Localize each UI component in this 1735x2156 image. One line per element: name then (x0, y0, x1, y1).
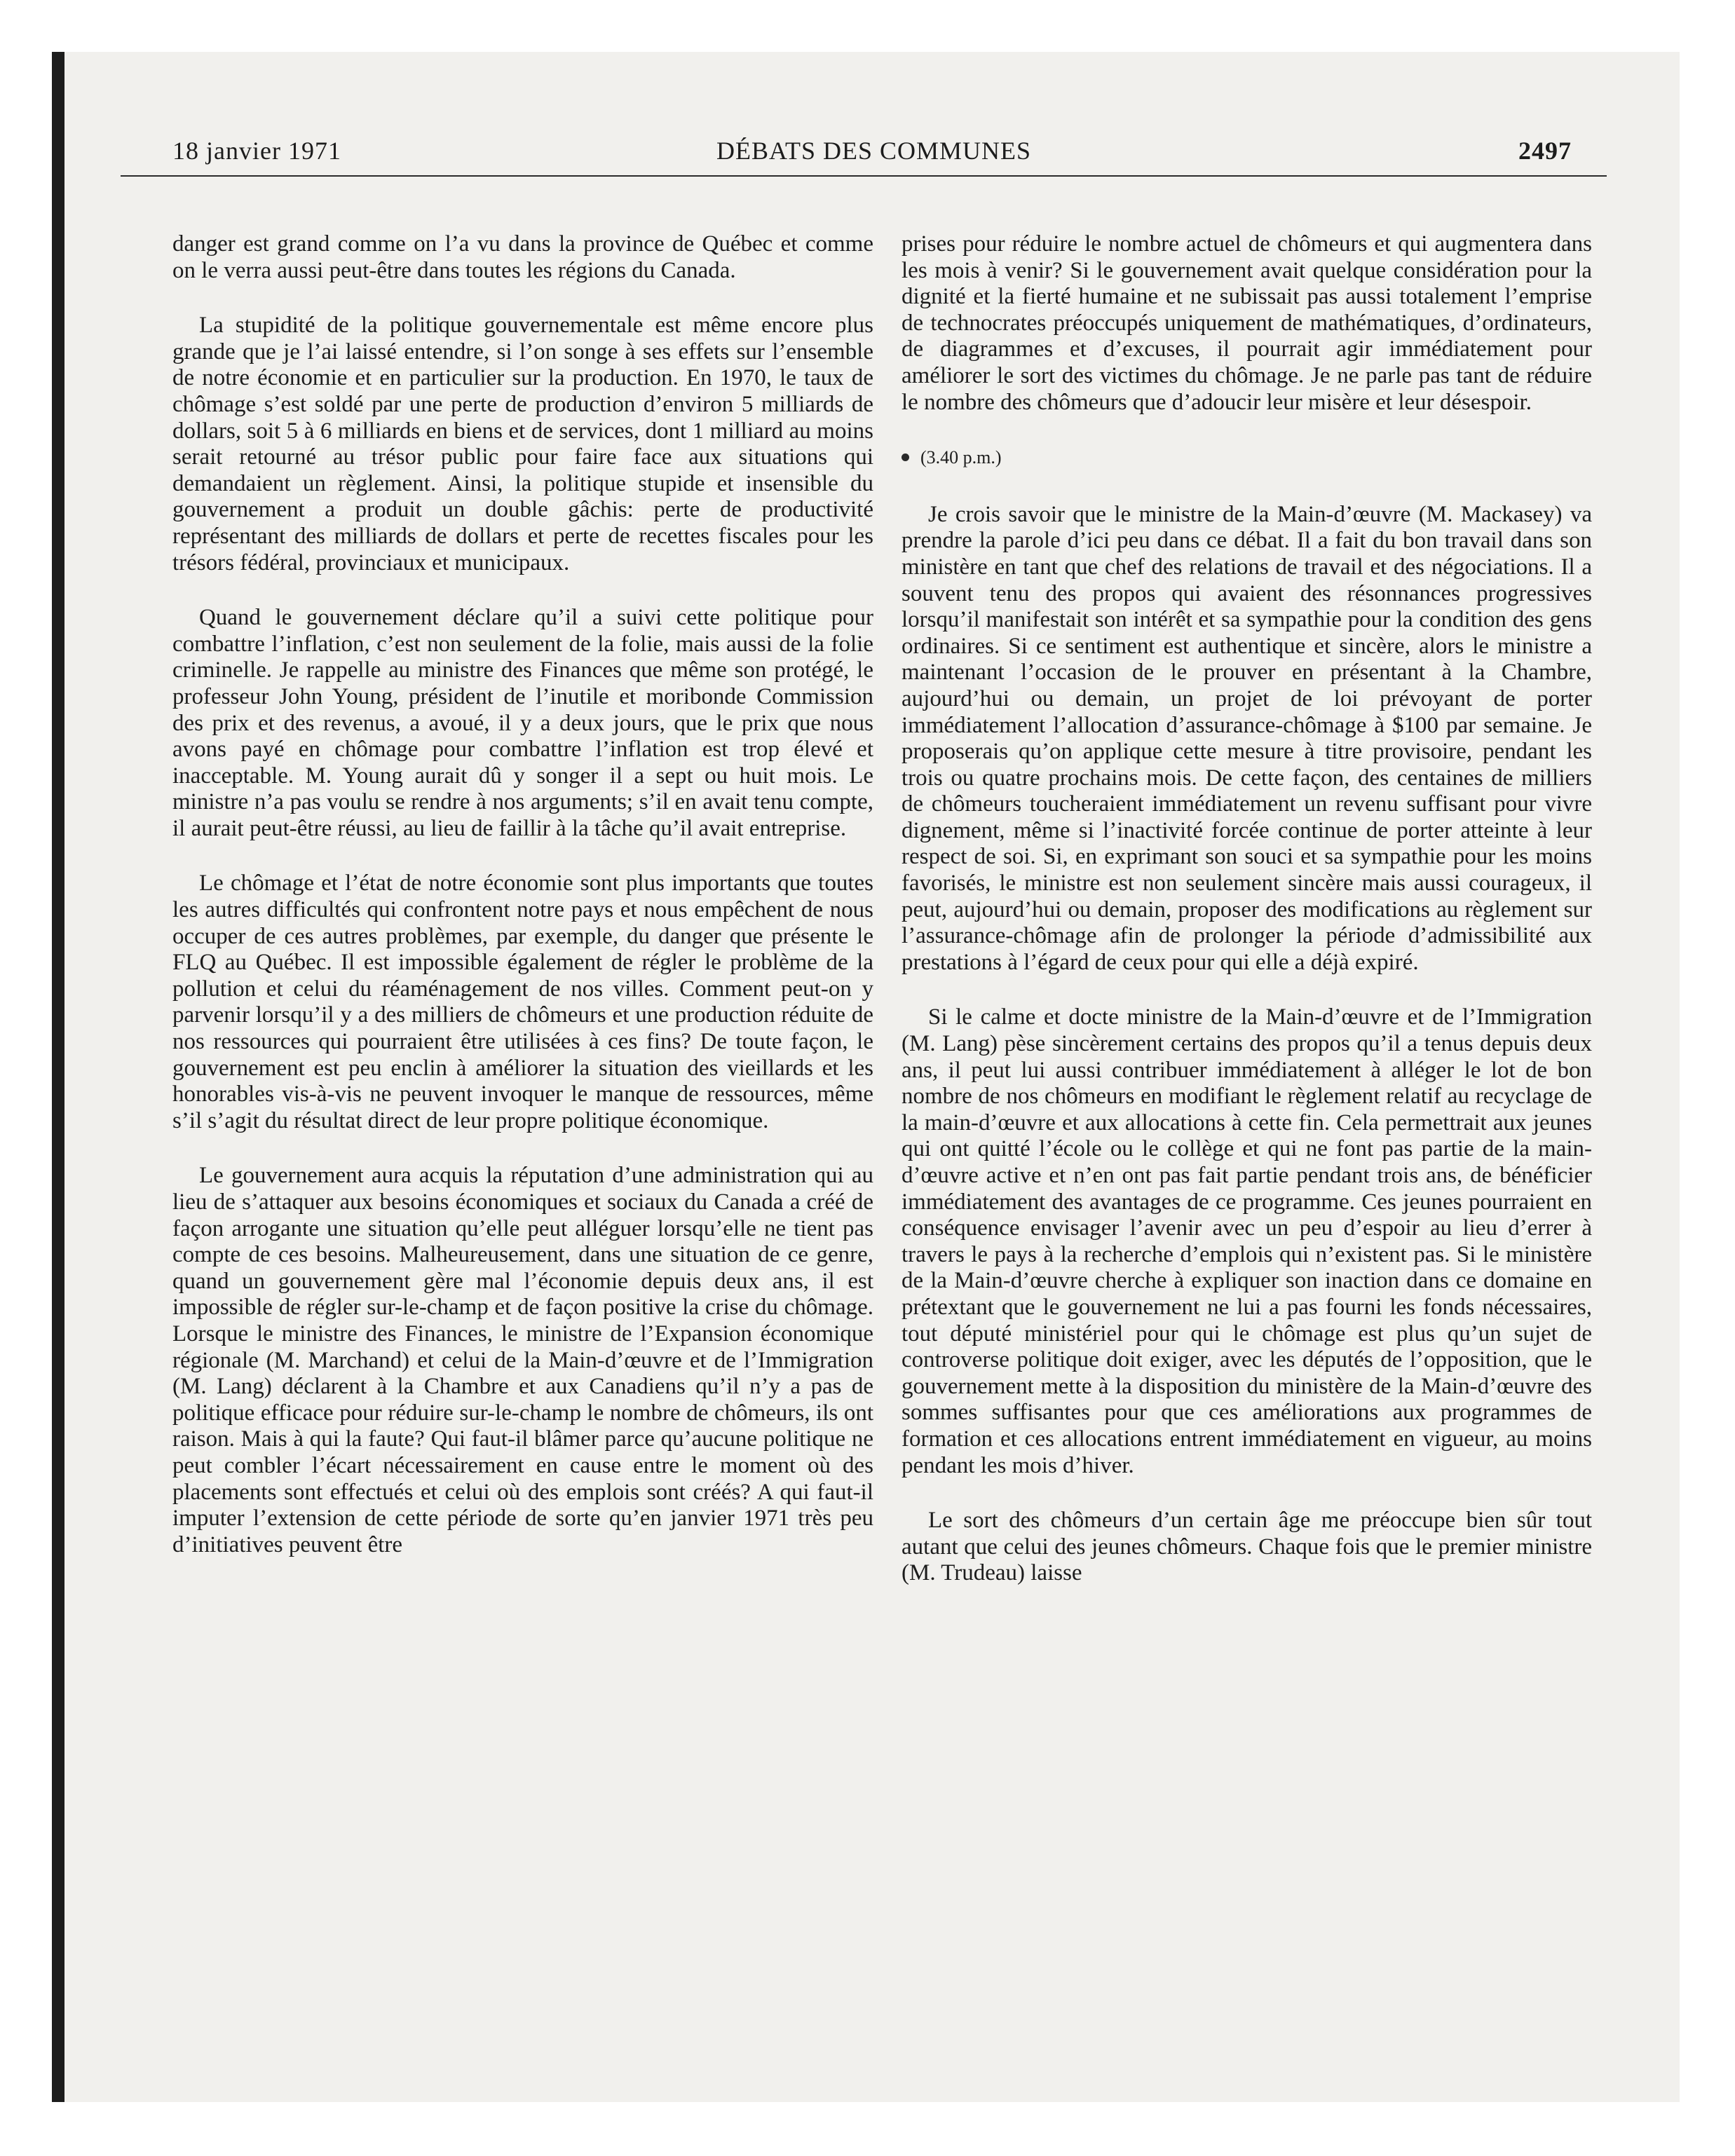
paragraph: Le chômage et l’état de notre économie sont plus importants que toutes les autres difficultés qui confrontent notre pays et nous empêchent de nous occuper de ces autres problèmes, par exemple, du danger que présente le FLQ au Québec. Il est impossible également de régler le problème de la pollution et celui du réaménagement de nos villes. Comment peut-on y parvenir lorsqu’il y a des milliers de chômeurs et une production réduite de nos ressources qui pourraient être utilisées à ces fins? De toute façon, le gouvernement est peu enclin à améliorer la situation des vieillards et les honorables vis-à-vis ne peuvent invoquer le manque de ressources, même s’il s’agit du résultat direct de leur propre politique économique. (172, 871, 873, 1133)
paragraph: prises pour réduire le nombre actuel de chômeurs et qui augmentera dans les mois à venir? Si le gouvernement avait quelque considération pour la dignité et la fierté humaine et ne subissait pas aussi totalement l’emprise de technocrates préoccupés uniquement de mathématiques, d’ordinateurs, de diagrammes et d’excuses, il pourrait agir immédiatement pour améliorer le sort des victimes du chômage. Je ne parle pas tant de réduire le nombre des chômeurs que d’adoucir leur misère et leur désespoir. (901, 231, 1592, 415)
header-date: 18 janvier 1971 (172, 137, 341, 165)
bullet-icon (901, 453, 909, 461)
paragraph: Quand le gouvernement déclare qu’il a suivi cette politique pour combattre l’inflation, c’est non seulement de la folie, mais aussi de la folie criminelle. Je rappelle au ministre des Finances que même son protégé, le professeur John Young, président de l’inutile et moribonde Commission des prix et des revenus, a avoué, il y a deux jours, que le prix que nous avons payé en chômage pour combattre l’inflation est trop élevé et inacceptable. M. Young aurait dû y songer il a sept ou huit mois. Le ministre n’a pas voulu se rendre à nos arguments; s’il en avait tenu compte, il aurait peut-être réussi, au lieu de faillir à la tâche qu’il avait entreprise. (172, 605, 873, 841)
paragraph: Le sort des chômeurs d’un certain âge me préoccupe bien sûr tout autant que celui des jeunes chômeurs. Chaque fois que le premier ministre (M. Trudeau) laisse (901, 1508, 1592, 1586)
page-header (121, 93, 1607, 177)
time-marker-text: (3.40 p.m.) (920, 447, 1002, 468)
paragraph: La stupidité de la politique gouvernementale est même encore plus grande que je l’ai laissé entendre, si l’on songe à ses effets sur l’ensemble de notre économie et en particulier sur la production. En 1970, le taux de chômage s’est soldé par une perte de production d’environ 5 milliards de dollars, soit 5 à 6 milliards en biens et de services, dont 1 milliard au moins serait retourné au trésor public pour faire face aux situations qui demandaient un règlement. Ainsi, la politique stupide et insensible du gouvernement a produit un double gâchis: perte de productivité représentant des milliards de dollars et perte de recettes fiscales pour les trésors fédéral, provinciaux et municipaux. (172, 313, 873, 575)
paragraph: Si le calme et docte ministre de la Main-d’œuvre et de l’Immigration (M. Lang) pèse sincèrement certains des propos qu’il a tenus depuis deux ans, il peut lui aussi contribuer immédiatement à alléger le lot de bon nombre de nos chômeurs en modifiant le règlement relatif au recyclage de la main-d’œuvre et aux allocations à cette fin. Cela permettrait aux jeunes qui ont quitté l’école ou le collège et qui ne font pas partie de la main-d’œuvre active et n’en ont pas fait partie pendant trois ans, de bénéficier immédiatement des avantages de ce programme. Ces jeunes pourraient en conséquence envisager l’avenir avec un peu d’espoir au lieu d’errer à travers le pays à la recherche d’emplois qui n’existent pas. Si le ministère de la Main-d’œuvre cherche à expliquer son inaction dans ce domaine en prétextant que le gouvernement ne lui a pas fourni les fonds nécessaires, tout député ministériel pour qui le chômage est plus qu’un sujet de controverse politique doit exiger, avec les députés de l’opposition, que le gouvernement mette à la disposition du ministère de la Main-d’œuvre des sommes suffisantes pour que ces améliorations aux programmes de formation et ces allocations entrent immédiatement en vigueur, au moins pendant les mois d’hiver. (901, 1004, 1592, 1478)
header-title: DÉBATS DES COMMUNES (716, 137, 1032, 165)
left-column (172, 231, 873, 1587)
time-marker (901, 444, 1592, 471)
right-column (901, 231, 1592, 1616)
paragraph: Le gouvernement aura acquis la réputation d’une administration qui au lieu de s’attaquer aux besoins économiques et sociaux du Canada a créé de façon arrogante une situation qu’elle peut alléguer lorsqu’elle ne tient pas compte de ces besoins. Malheureusement, dans une situation de ce genre, quand un gouvernement gère mal l’économie depuis deux ans, il est impossible de régler sur-le-champ et de façon positive la crise du chômage. Lorsque le ministre des Finances, le ministre de l’Expansion économique régionale (M. Marchand) et celui de la Main-d’œuvre et de l’Immigration (M. Lang) déclarent à la Chambre et aux Canadiens qu’il n’y a pas de politique efficace pour réduire sur-le-champ le nombre de chômeurs, ils ont raison. Mais à qui la faute? Qui faut-il blâmer parce qu’aucune politique ne peut combler l’écart nécessairement en cause entre le moment où des placements sont effectués et celui où des emplois sont créés? A qui faut-il imputer l’extension de cette période de sorte qu’en janvier 1971 très peu d’initiatives peuvent être (172, 1163, 873, 1557)
paragraph: danger est grand comme on l’a vu dans la province de Québec et comme on le verra aussi peut-être dans toutes les régions du Canada. (172, 231, 873, 283)
page-number: 2497 (1518, 137, 1572, 165)
paragraph: Je crois savoir que le ministre de la Main-d’œuvre (M. Mackasey) va prendre la parole d’ici peu dans ce débat. Il a fait du bon travail dans son ministère en tant que chef des relations de travail et des négociations. Il a souvent tenu des propos qui avaient des résonnances progressives lorsqu’il manifestait son intérêt et sa sympathie pour la condition des gens ordinaires. Si ce sentiment est authentique et sincère, alors le ministre a maintenant l’occasion de le prouver en présentant à la Chambre, aujourd’hui ou demain, un projet de loi prévoyant de porter immédiatement l’allocation d’assurance-chômage à $100 par semaine. Je proposerais qu’on applique cette mesure à titre provisoire, pendant les trois ou quatre prochains mois. De cette façon, des centaines de milliers de chômeurs toucheraient immédiatement un revenu suffisant pour vivre dignement, même si l’inactivité forcée continue de porter atteinte à leur respect de soi. Si, en exprimant son souci et sa sympathie pour les moins favorisés, le ministre est non seulement sincère mais aussi courageux, il peut, aujourd’hui ou demain, proposer des modifications au règlement sur l’assurance-chômage afin de prolonger la période d’admissibilité aux prestations à l’égard de ceux pour qui elle a déjà expiré. (901, 501, 1592, 975)
